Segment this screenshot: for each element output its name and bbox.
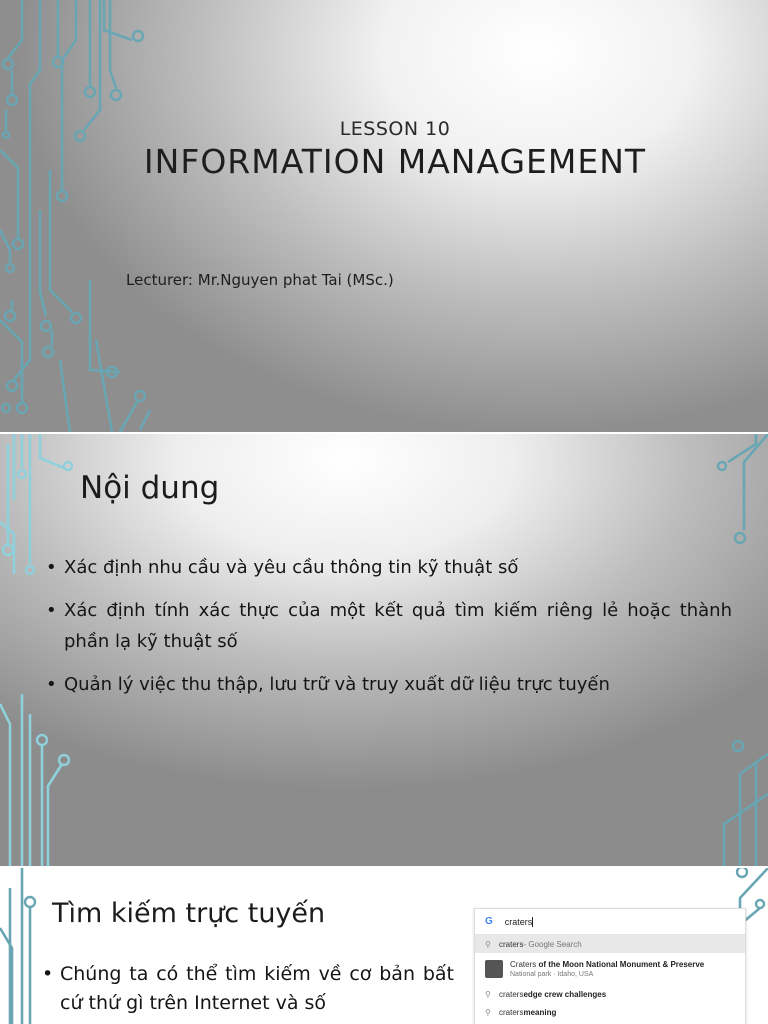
slide-heading: Tìm kiếm trực tuyến — [52, 898, 326, 929]
place-thumbnail-icon — [485, 960, 503, 978]
suggestion-suffix: meaning — [523, 1007, 557, 1017]
slide-online-search — [0, 868, 768, 1024]
search-icon: ⚲ — [485, 989, 491, 999]
suggestion-suffix: edge crew challenges — [523, 989, 607, 999]
lesson-number: LESSON 10 — [339, 118, 451, 140]
bullet-item: • Xác định nhu cầu và yêu cầu thông tin kỹ thuật số — [44, 552, 732, 583]
search-input[interactable] — [475, 909, 745, 935]
suggestion-item[interactable] — [475, 935, 745, 953]
suggestion-subtitle: National park · Idaho, USA — [510, 971, 594, 978]
bullet-list — [44, 552, 732, 712]
bullet-item: • Chúng ta có thể tìm kiếm về cơ bản bất cứ thứ gì trên Internet và số — [42, 960, 454, 1018]
suggestion-suffix: of the Moon National Monument & Preserve — [536, 960, 705, 969]
suggestion-query: Craters — [510, 960, 537, 969]
search-screenshot — [474, 908, 746, 1024]
search-icon: ⚲ — [485, 939, 491, 949]
bullet-item: • Xác định tính xác thực của một kết quả tìm kiếm riêng lẻ hoặc thành phần lạ kỹ thuật số — [44, 595, 732, 657]
suggestion-item[interactable] — [475, 1003, 745, 1021]
suggestion-item[interactable] — [475, 985, 745, 1003]
slide-heading: Nội dung — [80, 470, 220, 506]
search-icon: ⚲ — [485, 1007, 491, 1017]
suggestion-query: craters — [499, 989, 524, 999]
circuit-decoration-left — [0, 0, 160, 432]
slide-title — [0, 0, 768, 432]
suggestion-suffix: - Google Search — [523, 939, 582, 949]
suggestion-item[interactable] — [475, 953, 745, 985]
google-logo-icon: G — [485, 916, 493, 927]
slide-contents — [0, 434, 768, 866]
slide-main-title: INFORMATION MANAGEMENT — [143, 142, 647, 181]
lecturer-name: Lecturer: Mr.Nguyen phat Tai (MSc.) — [126, 271, 394, 289]
text-caret — [532, 917, 533, 927]
bullet-item: • Quản lý việc thu thập, lưu trữ và truy xuất dữ liệu trực tuyến — [44, 669, 732, 700]
search-query: craters — [504, 916, 533, 927]
suggestion-query: craters — [499, 1007, 524, 1017]
suggestion-query: craters — [499, 939, 524, 949]
